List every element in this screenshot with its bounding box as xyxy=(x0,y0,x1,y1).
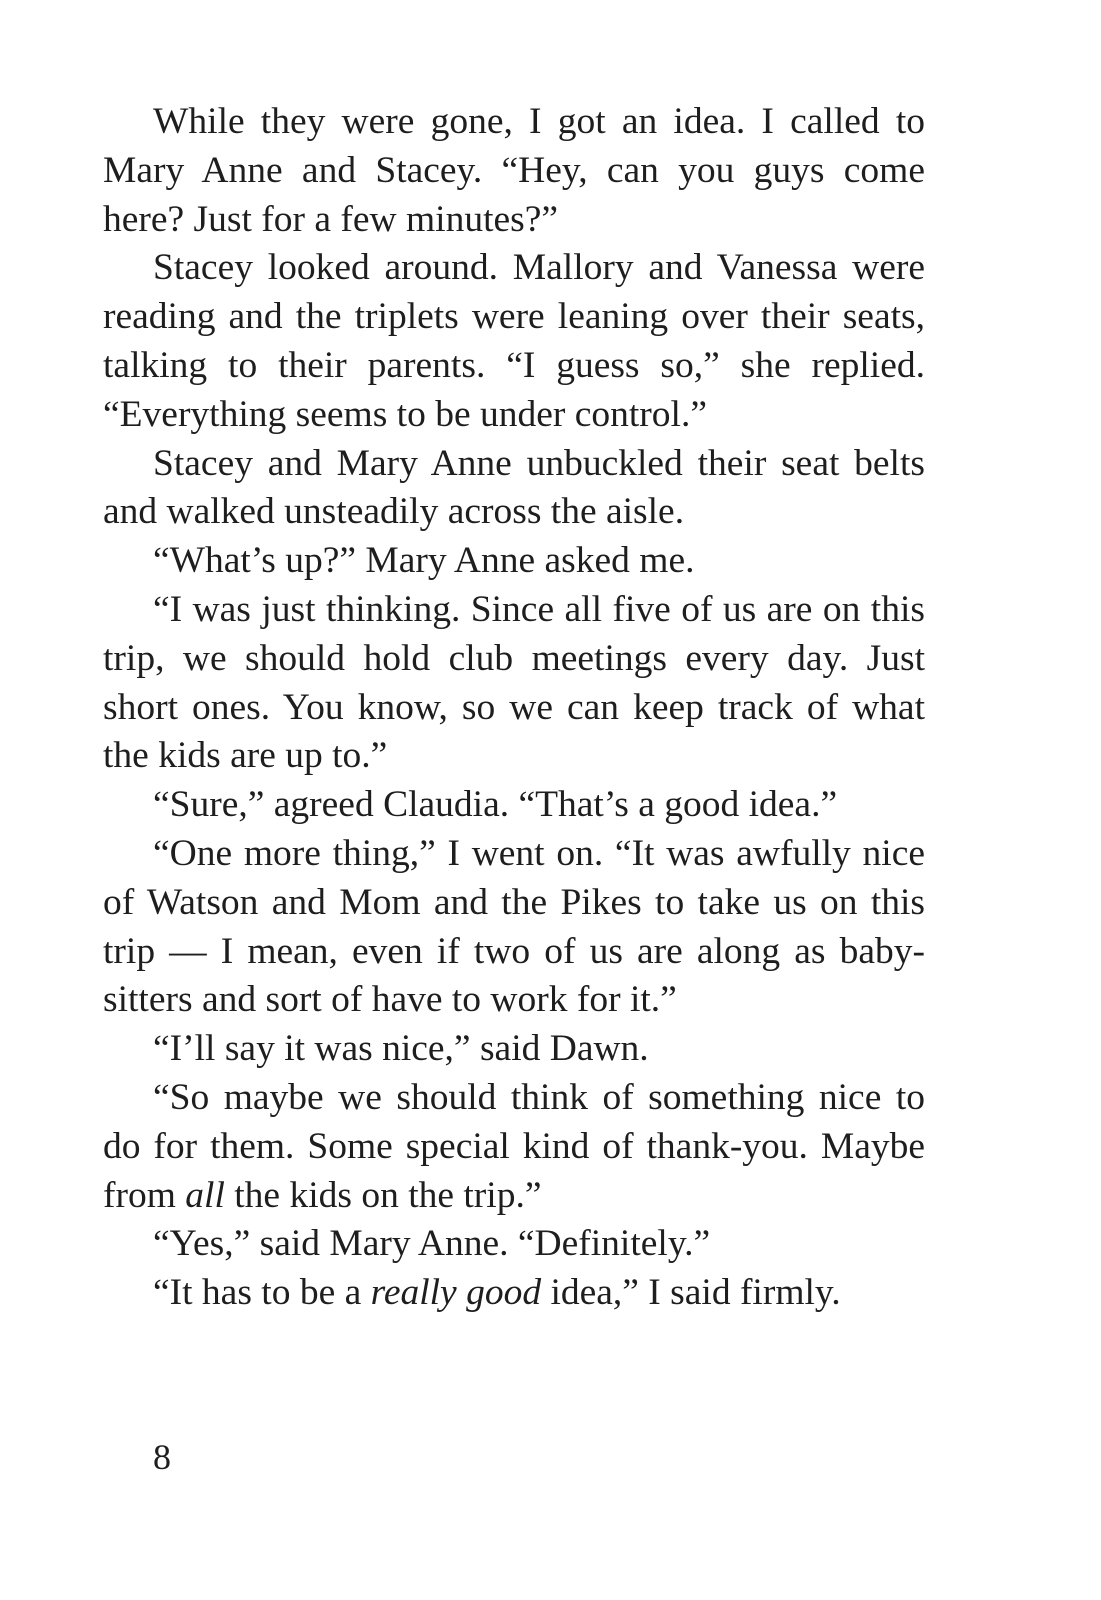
paragraph xyxy=(103,830,925,1025)
book-page-text xyxy=(103,98,925,1318)
text-segment: Stacey looked around. Mallory and Vanessa were reading and the triplets were leaning over their seats, talking to their parents. “I guess so,” she replied. “Everything seems to be under control.” xyxy=(103,247,925,435)
text-segment: “One more thing,” I went on. “It was awfully nice of Watson and Mom and the Pikes to take us on this trip — I mean, even if two of us are along as baby-sitters and sort of have to work for it.” xyxy=(103,832,925,1021)
paragraph xyxy=(103,781,925,830)
paragraph xyxy=(103,1269,925,1318)
paragraph xyxy=(103,440,925,538)
text-segment: “It has to be a xyxy=(153,1272,371,1314)
text-segment: the kids on the trip.” xyxy=(224,1174,542,1216)
paragraph xyxy=(103,537,925,586)
paragraph xyxy=(103,98,925,244)
paragraph xyxy=(103,1025,925,1074)
text-segment: “I was just thinking. Since all five of us are on this trip, we should hold club meetings every day. Just short ones. You know, so we can keep track of what the kids are up to.” xyxy=(103,588,925,777)
italic-emphasis: really good xyxy=(370,1272,542,1314)
text-segment: “Yes,” said Mary Anne. “Definitely.” xyxy=(153,1223,711,1265)
paragraph xyxy=(103,1220,925,1269)
paragraph xyxy=(103,586,925,781)
text-segment: “So maybe we should think of something nice to do for them. Some special kind of thank-you. Maybe from xyxy=(103,1076,925,1216)
text-segment: “What’s up?” Mary Anne asked me. xyxy=(153,540,695,582)
paragraph xyxy=(103,1074,925,1220)
paragraph xyxy=(103,244,925,439)
italic-emphasis: all xyxy=(185,1174,225,1216)
page-number: 8 xyxy=(153,1437,171,1477)
text-segment: “I’ll say it was nice,” said Dawn. xyxy=(153,1028,649,1070)
text-segment: idea,” I said firmly. xyxy=(541,1272,841,1314)
text-segment: Stacey and Mary Anne unbuckled their seat belts and walked unsteadily across the aisle. xyxy=(103,442,925,533)
text-segment: “Sure,” agreed Claudia. “That’s a good idea.” xyxy=(153,784,838,826)
text-segment: While they were gone, I got an idea. I called to Mary Anne and Stacey. “Hey, can you guys come here? Just for a few minutes?” xyxy=(103,101,925,240)
